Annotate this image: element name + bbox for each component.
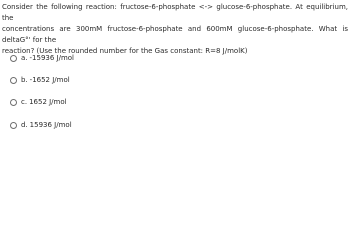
question-line-2: concentrations are 300mM fructose-6-phosphate and 600mM glucose-6-phosphate. What is deltaG°' for the (2, 25, 348, 44)
option-d-letter: d. (21, 121, 28, 129)
option-a-letter: a. (21, 54, 28, 62)
option-c-letter: c. (21, 98, 28, 106)
question-line-3: reaction? (Use the rounded number for the Gas constant: R=8 J/molK) (2, 47, 248, 55)
radio-button-c[interactable] (10, 99, 17, 106)
option-d-label: 15936 J/mol (29, 121, 72, 129)
radio-button-a[interactable] (10, 55, 17, 62)
option-b-label: -1652 J/mol (29, 76, 70, 84)
option-c[interactable] (10, 96, 67, 108)
option-a[interactable] (10, 52, 74, 64)
radio-button-d[interactable] (10, 122, 17, 129)
option-d[interactable] (10, 119, 72, 131)
question-line-1: Consider the following reaction: fructose-6-phosphate <-> glucose-6-phosphate. At equilibrium, the (2, 3, 348, 22)
radio-button-b[interactable] (10, 77, 17, 84)
option-b[interactable] (10, 74, 70, 86)
option-c-label: 1652 J/mol (29, 98, 67, 106)
option-a-label: -15936 J/mol (29, 54, 75, 62)
option-b-letter: b. (21, 76, 28, 84)
question-text (2, 2, 348, 57)
